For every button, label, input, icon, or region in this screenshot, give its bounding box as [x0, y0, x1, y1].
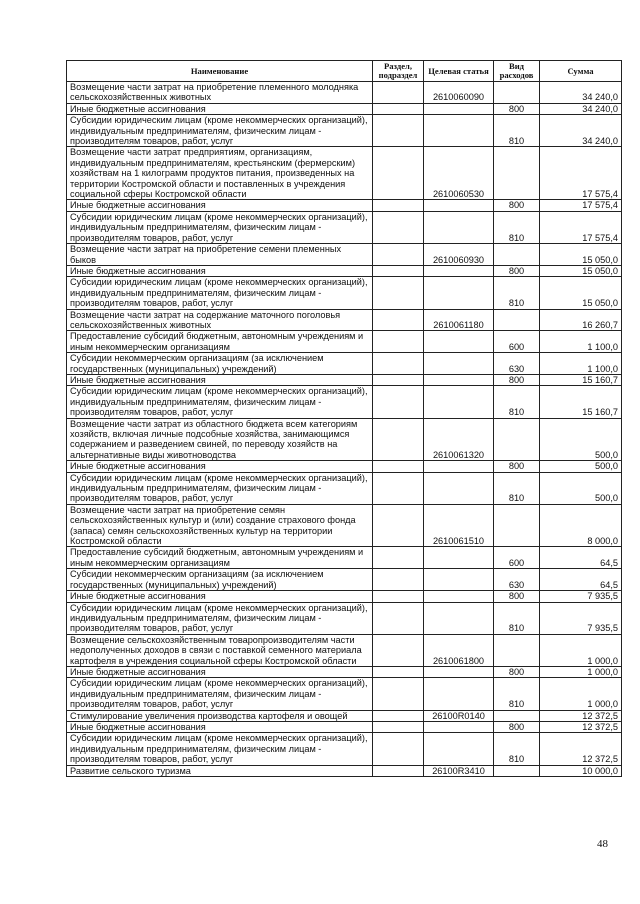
cell-sum: 1 100,0: [540, 353, 622, 375]
cell-type: 800: [494, 721, 540, 732]
cell-section: [373, 82, 424, 104]
cell-section: [373, 721, 424, 732]
cell-type: 800: [494, 666, 540, 677]
table-row: [67, 634, 622, 666]
table-row: [67, 591, 622, 602]
cell-name: Возмещение части затрат на приобретение племенного молодняка сельскохозяйственных животных: [67, 82, 373, 104]
cell-target: [424, 569, 494, 591]
cell-sum: 7 935,5: [540, 602, 622, 634]
table-row: [67, 386, 622, 418]
cell-name: Субсидии юридическим лицам (кроме некоммерческих организаций), индивидуальным предпринимателям, физическим лицам - производителям товаров, работ, услуг: [67, 678, 373, 710]
cell-type: 630: [494, 353, 540, 375]
cell-name: Субсидии юридическим лицам (кроме некоммерческих организаций), индивидуальным предпринимателям, физическим лицам - производителям товаров, работ, услуг: [67, 386, 373, 418]
cell-section: [373, 200, 424, 211]
cell-target: [424, 547, 494, 569]
cell-sum: 16 260,7: [540, 309, 622, 331]
cell-target: 2610061180: [424, 309, 494, 331]
cell-type: [494, 244, 540, 266]
table-row: [67, 374, 622, 385]
cell-section: [373, 547, 424, 569]
cell-type: [494, 634, 540, 666]
cell-name: Предоставление субсидий бюджетным, автономным учреждениям и иным некоммерческим организациям: [67, 547, 373, 569]
cell-target: 2610061320: [424, 418, 494, 461]
cell-name: Субсидии некоммерческим организациям (за исключением государственных (муниципальных) учреждений): [67, 569, 373, 591]
table-row: [67, 277, 622, 309]
cell-name: Иные бюджетные ассигнования: [67, 591, 373, 602]
cell-section: [373, 569, 424, 591]
cell-section: [373, 211, 424, 243]
cell-type: 810: [494, 733, 540, 765]
cell-section: [373, 602, 424, 634]
table-row: [67, 211, 622, 243]
cell-name: Субсидии юридическим лицам (кроме некоммерческих организаций), индивидуальным предпринимателям, физическим лицам - производителям товаров, работ, услуг: [67, 211, 373, 243]
cell-name: Субсидии юридическим лицам (кроме некоммерческих организаций), индивидуальным предпринимателям, физическим лицам - производителям товаров, работ, услуг: [67, 602, 373, 634]
cell-name: Иные бюджетные ассигнования: [67, 200, 373, 211]
cell-sum: 1 000,0: [540, 666, 622, 677]
cell-sum: 500,0: [540, 461, 622, 472]
cell-name: Возмещение части затрат на содержание маточного поголовья сельскохозяйственных животных: [67, 309, 373, 331]
cell-sum: 1 000,0: [540, 678, 622, 710]
page-number: 48: [597, 838, 608, 850]
cell-name: Развитие сельского туризма: [67, 765, 373, 776]
cell-type: 800: [494, 461, 540, 472]
table-row: [67, 103, 622, 114]
table-row: [67, 678, 622, 710]
cell-type: 810: [494, 115, 540, 147]
cell-name: Предоставление субсидий бюджетным, автономным учреждениям и иным некоммерческим организациям: [67, 331, 373, 353]
cell-name: Иные бюджетные ассигнования: [67, 666, 373, 677]
table-row: [67, 331, 622, 353]
cell-sum: 8 000,0: [540, 504, 622, 547]
cell-type: [494, 82, 540, 104]
cell-name: Иные бюджетные ассигнования: [67, 265, 373, 276]
cell-section: [373, 115, 424, 147]
cell-sum: 15 050,0: [540, 277, 622, 309]
table-row: [67, 547, 622, 569]
cell-sum: 17 575,4: [540, 200, 622, 211]
cell-sum: 17 575,4: [540, 211, 622, 243]
cell-section: [373, 634, 424, 666]
cell-target: [424, 461, 494, 472]
table-row: [67, 353, 622, 375]
cell-target: [424, 353, 494, 375]
cell-sum: 15 050,0: [540, 265, 622, 276]
table-row: [67, 733, 622, 765]
cell-section: [373, 418, 424, 461]
cell-name: Субсидии юридическим лицам (кроме некоммерческих организаций), индивидуальным предпринимателям, физическим лицам - производителям товаров, работ, услуг: [67, 472, 373, 504]
cell-section: [373, 591, 424, 602]
cell-target: [424, 721, 494, 732]
cell-name: Стимулирование увеличения производства картофеля и овощей: [67, 710, 373, 721]
cell-section: [373, 710, 424, 721]
cell-sum: 34 240,0: [540, 82, 622, 104]
cell-target: 2610061510: [424, 504, 494, 547]
cell-name: Иные бюджетные ассигнования: [67, 461, 373, 472]
cell-section: [373, 666, 424, 677]
cell-name: Иные бюджетные ассигнования: [67, 721, 373, 732]
table-row: [67, 147, 622, 200]
cell-section: [373, 678, 424, 710]
cell-section: [373, 504, 424, 547]
cell-sum: 12 372,5: [540, 721, 622, 732]
table-row: [67, 602, 622, 634]
cell-name: Возмещение части затрат предприятиям, организациям, индивидуальным предпринимателям, крестьянским (фермерским) хозяйствам на 1 килограмм продуктов питания, произведенных на территории Костромской области и поставленных в учреждения социальной сферы Костромской области: [67, 147, 373, 200]
table-row: [67, 710, 622, 721]
cell-target: 2610061800: [424, 634, 494, 666]
table-header-row: [67, 61, 622, 82]
cell-section: [373, 331, 424, 353]
cell-sum: 15 050,0: [540, 244, 622, 266]
cell-name: Возмещение части затрат из областного бюджета всем категориям хозяйств, включая личные подсобные хозяйства, занимающимся содержанием и разведением свиней, по переводу хозяйств на альтернативные виды животноводства: [67, 418, 373, 461]
table-row: [67, 765, 622, 776]
cell-name: Субсидии некоммерческим организациям (за исключением государственных (муниципальных) учреждений): [67, 353, 373, 375]
cell-sum: 15 160,7: [540, 374, 622, 385]
header-sum: Сумма: [540, 61, 622, 82]
table-row: [67, 461, 622, 472]
table-row: [67, 309, 622, 331]
cell-sum: 500,0: [540, 472, 622, 504]
cell-target: [424, 265, 494, 276]
cell-target: 2610060530: [424, 147, 494, 200]
cell-name: Иные бюджетные ассигнования: [67, 374, 373, 385]
cell-section: [373, 353, 424, 375]
cell-type: [494, 710, 540, 721]
cell-sum: 34 240,0: [540, 115, 622, 147]
cell-sum: 64,5: [540, 547, 622, 569]
table-row: [67, 82, 622, 104]
cell-target: 2610060930: [424, 244, 494, 266]
cell-sum: 12 372,5: [540, 710, 622, 721]
cell-target: [424, 200, 494, 211]
cell-section: [373, 103, 424, 114]
cell-section: [373, 147, 424, 200]
cell-type: 600: [494, 547, 540, 569]
cell-section: [373, 265, 424, 276]
cell-section: [373, 374, 424, 385]
cell-name: Субсидии юридическим лицам (кроме некоммерческих организаций), индивидуальным предпринимателям, физическим лицам - производителям товаров, работ, услуг: [67, 115, 373, 147]
cell-target: [424, 115, 494, 147]
header-type: Вид расходов: [494, 61, 540, 82]
table-row: [67, 666, 622, 677]
cell-type: 810: [494, 678, 540, 710]
cell-type: 810: [494, 472, 540, 504]
cell-sum: 500,0: [540, 418, 622, 461]
header-target: Целевая статья: [424, 61, 494, 82]
cell-target: 2610060090: [424, 82, 494, 104]
header-section: Раздел, подраздел: [373, 61, 424, 82]
cell-type: 800: [494, 591, 540, 602]
cell-type: 810: [494, 211, 540, 243]
cell-sum: 64,5: [540, 569, 622, 591]
table-row: [67, 569, 622, 591]
cell-type: [494, 418, 540, 461]
cell-type: [494, 765, 540, 776]
cell-type: 800: [494, 103, 540, 114]
cell-target: [424, 472, 494, 504]
cell-section: [373, 461, 424, 472]
cell-sum: 34 240,0: [540, 103, 622, 114]
cell-type: 800: [494, 374, 540, 385]
cell-target: [424, 331, 494, 353]
cell-type: 800: [494, 200, 540, 211]
cell-type: [494, 147, 540, 200]
cell-target: [424, 386, 494, 418]
table-row: [67, 265, 622, 276]
cell-type: [494, 504, 540, 547]
cell-sum: 1 000,0: [540, 634, 622, 666]
cell-name: Возмещение сельскохозяйственным товаропроизводителям части недополученных доходов в связи с поставкой семенного материала картофеля в учреждения социальной сферы Костромской области: [67, 634, 373, 666]
cell-sum: 15 160,7: [540, 386, 622, 418]
cell-name: Возмещение части затрат на приобретение семян сельскохозяйственных культур и (или) создание страхового фонда (запаса) семян сельскохозяйственных культур на территории Костромской области: [67, 504, 373, 547]
cell-sum: 12 372,5: [540, 733, 622, 765]
cell-target: [424, 211, 494, 243]
cell-type: 800: [494, 265, 540, 276]
cell-sum: 7 935,5: [540, 591, 622, 602]
table-row: [67, 472, 622, 504]
cell-name: Субсидии юридическим лицам (кроме некоммерческих организаций), индивидуальным предпринимателям, физическим лицам - производителям товаров, работ, услуг: [67, 733, 373, 765]
cell-sum: 10 000,0: [540, 765, 622, 776]
cell-target: [424, 733, 494, 765]
cell-section: [373, 765, 424, 776]
cell-section: [373, 733, 424, 765]
header-name: Наименование: [67, 61, 373, 82]
cell-type: 810: [494, 277, 540, 309]
cell-section: [373, 309, 424, 331]
cell-sum: 17 575,4: [540, 147, 622, 200]
cell-sum: 1 100,0: [540, 331, 622, 353]
cell-target: [424, 277, 494, 309]
cell-section: [373, 277, 424, 309]
cell-type: 810: [494, 386, 540, 418]
table-row: [67, 115, 622, 147]
cell-target: [424, 666, 494, 677]
table-row: [67, 244, 622, 266]
cell-section: [373, 386, 424, 418]
cell-section: [373, 244, 424, 266]
cell-target: 26100R3410: [424, 765, 494, 776]
cell-section: [373, 472, 424, 504]
cell-name: Субсидии юридическим лицам (кроме некоммерческих организаций), индивидуальным предпринимателям, физическим лицам - производителям товаров, работ, услуг: [67, 277, 373, 309]
cell-target: [424, 602, 494, 634]
cell-target: 26100R0140: [424, 710, 494, 721]
cell-target: [424, 678, 494, 710]
cell-target: [424, 374, 494, 385]
table-body: [67, 82, 622, 777]
table-row: [67, 721, 622, 732]
budget-table: [66, 60, 622, 777]
cell-target: [424, 103, 494, 114]
cell-name: Иные бюджетные ассигнования: [67, 103, 373, 114]
cell-type: [494, 309, 540, 331]
cell-type: 600: [494, 331, 540, 353]
table-row: [67, 504, 622, 547]
cell-type: 630: [494, 569, 540, 591]
cell-name: Возмещение части затрат на приобретение семени племенных быков: [67, 244, 373, 266]
cell-type: 810: [494, 602, 540, 634]
cell-target: [424, 591, 494, 602]
table-row: [67, 200, 622, 211]
table-row: [67, 418, 622, 461]
